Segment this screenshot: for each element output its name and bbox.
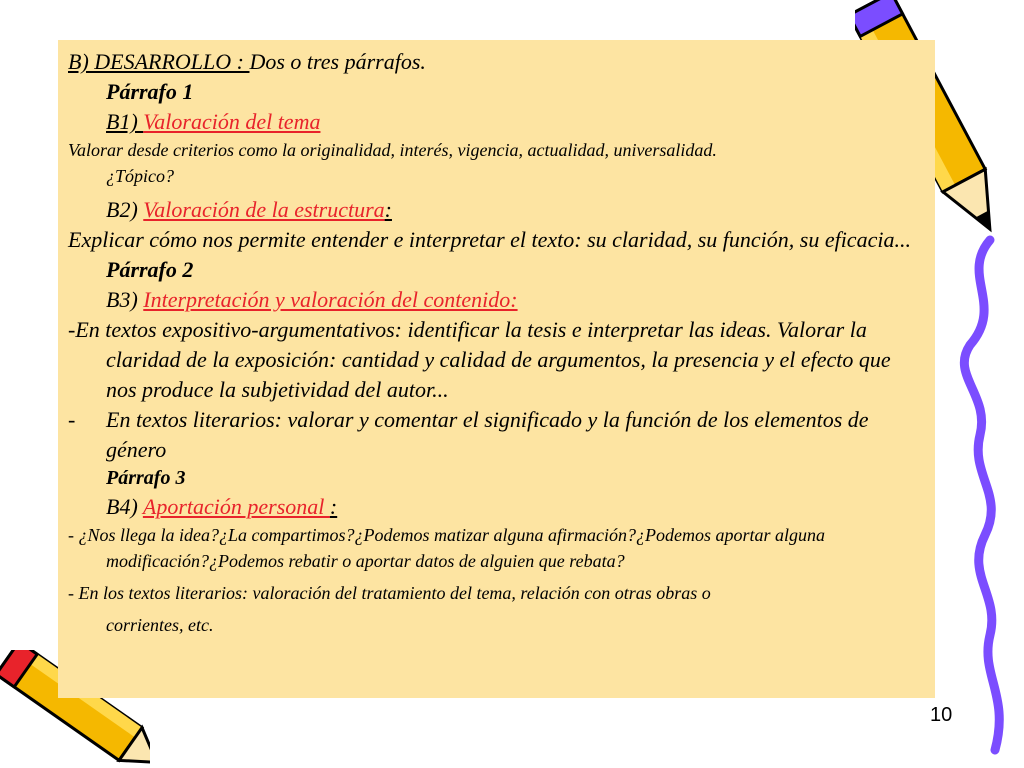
- b3-label: Interpretación y valoración del contenido:: [143, 287, 518, 312]
- b3-prefix: B3): [106, 287, 144, 312]
- b1-prefix: B1): [106, 109, 144, 134]
- b1-text: Valorar desde criterios como la originalidad, interés, vigencia, actualidad, universalidad.: [68, 140, 717, 160]
- b4-prefix: B4): [106, 494, 143, 519]
- b2-label: Valoración de la estructura: [143, 197, 385, 222]
- b3-text: -En textos expositivo-argumentativos: identificar la tesis e interpretar las ideas. Valorar la claridad de la exposición: cantidad y calidad de argumentos, la presencia y el efecto que nos produce la subjetividad del autor...: [68, 317, 891, 402]
- content-box: [58, 40, 935, 698]
- b4-text-literary-cont: corrientes, etc.: [106, 615, 214, 635]
- b3-literary-item: [68, 405, 925, 465]
- b1-label: Valoración del tema: [143, 109, 321, 134]
- paragraph-2-title: Párrafo 2: [106, 257, 194, 282]
- b2-colon: :: [384, 197, 392, 222]
- b2-line: [68, 195, 925, 225]
- b3-literary-text: En textos literarios: valorar y comentar el significado y la función de los elementos de género: [106, 407, 869, 462]
- b4-colon: :: [329, 494, 338, 519]
- heading-label: B) DESARROLLO :: [68, 49, 250, 74]
- b4-text-questions: - ¿Nos llega la idea?¿La compartimos?¿Podemos matizar alguna afirmación?¿Podemos aportar alguna modificación?¿Podemos rebatir o aportar datos de alguien que rebata?: [68, 525, 825, 571]
- b2-prefix: B2): [106, 197, 144, 222]
- b1-text-topic: ¿Tópico?: [106, 166, 175, 186]
- b2-text: Explicar cómo nos permite entender e interpretar el texto: su claridad, su función, su eficacia...: [68, 227, 911, 252]
- squiggle-line-icon: [950, 235, 1020, 755]
- heading-rest: Dos o tres párrafos.: [249, 49, 426, 74]
- b4-label: Aportación personal: [142, 494, 330, 519]
- b1-line: [68, 107, 925, 137]
- b4-text-literary: - En los textos literarios: valoración del tratamiento del tema, relación con otras obras o: [68, 583, 711, 603]
- b4-line: [68, 492, 925, 522]
- paragraph-1-title: Párrafo 1: [106, 79, 194, 104]
- b3-line: [68, 285, 925, 315]
- page-number: 10: [930, 704, 953, 726]
- section-heading: [68, 47, 925, 77]
- paragraph-3-title: Párrafo 3: [106, 467, 186, 489]
- b3-literary-dash: -: [68, 407, 76, 432]
